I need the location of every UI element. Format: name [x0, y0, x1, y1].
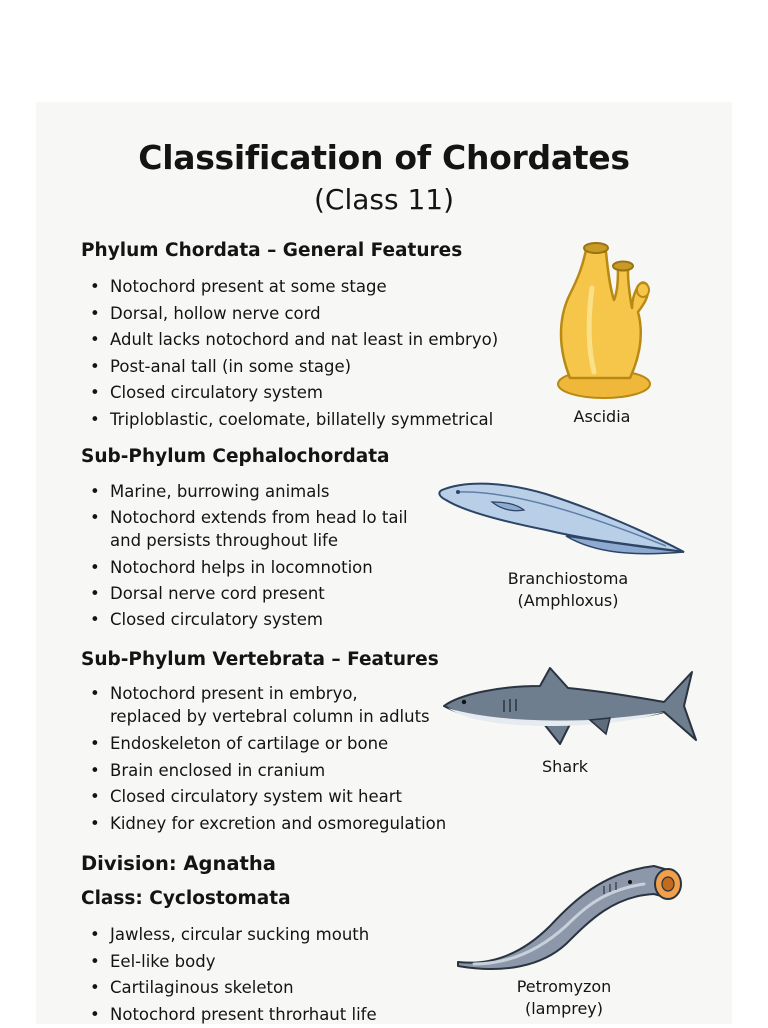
list-item: • Post-anal tall (in some stage)	[88, 354, 498, 381]
list-item: • Eel-like body	[88, 949, 377, 976]
list-item: • Jawless, circular sucking mouth	[88, 922, 377, 949]
lamprey-caption-name: Petromyzon	[484, 976, 644, 998]
list-item: • Notochord present at some stage	[88, 274, 498, 301]
list-item: • Notochord present in embryo, replaced by vertebral column in adluts	[88, 682, 446, 728]
list-item: • Closed circulatory system	[88, 380, 498, 407]
list-item-continuation: and persists throughout life	[110, 529, 408, 552]
list-item: • Dorsal, hollow nerve cord	[88, 301, 498, 328]
division-heading-agnatha: Division: Agnatha	[81, 852, 276, 875]
lamprey-caption-common-name: (lamprey)	[484, 998, 644, 1020]
list-item: • Kidney for excretion and osmoregulation	[88, 811, 446, 838]
ascidia-caption: Ascidia	[548, 406, 656, 428]
branchiostoma-caption	[488, 568, 648, 612]
cephalochordata-feature-list	[88, 479, 408, 633]
section-heading-phylum-chordata: Phylum Chordata – General Features	[81, 240, 462, 261]
list-item: • Brain enclosed in cranium	[88, 758, 446, 785]
branchiostoma-illustration	[436, 476, 688, 562]
list-item: • Marine, burrowing animals	[88, 479, 408, 505]
list-item: • Notochord present throrhaut life	[88, 1002, 377, 1028]
list-item: • Closed circulatory system	[88, 607, 408, 633]
class-heading-cyclostomata: Class: Cyclostomata	[81, 888, 291, 909]
list-item: • Dorsal nerve cord present	[88, 581, 408, 607]
list-item: • Notochord extends from head lo tail and persists throughout life	[88, 506, 408, 552]
list-item: • Adult lacks notochord and nat least in embryo)	[88, 327, 498, 354]
branchiostoma-caption-common-name: (Amphloxus)	[488, 590, 648, 612]
shark-illustration	[440, 664, 700, 748]
branchiostoma-caption-name: Branchiostoma	[488, 568, 648, 590]
list-item-continuation: replaced by vertebral column in adluts	[110, 705, 446, 728]
list-item: • Endoskeleton of cartilage or bone	[88, 731, 446, 758]
list-item: • Triploblastic, coelomate, billatelly symmetrical	[88, 407, 498, 434]
section-heading-cephalochordata: Sub-Phylum Cephalochordata	[81, 446, 390, 467]
cyclostomata-feature-list	[88, 922, 377, 1028]
list-item: • Closed circulatory system wit heart	[88, 784, 446, 811]
lamprey-caption	[484, 976, 644, 1020]
ascidia-illustration	[548, 238, 660, 404]
list-item: • Cartilaginous skeleton	[88, 975, 377, 1002]
list-item: • Notochord helps in locomnotion	[88, 555, 408, 581]
lamprey-illustration	[454, 856, 686, 974]
section-heading-vertebrata: Sub-Phylum Vertebrata – Features	[81, 649, 439, 670]
page-subtitle: (Class 11)	[0, 183, 768, 216]
shark-caption: Shark	[520, 756, 610, 778]
vertebrata-feature-list	[88, 682, 446, 837]
page-title: Classification of Chordates	[0, 138, 768, 177]
phylum-chordata-feature-list	[88, 274, 498, 433]
